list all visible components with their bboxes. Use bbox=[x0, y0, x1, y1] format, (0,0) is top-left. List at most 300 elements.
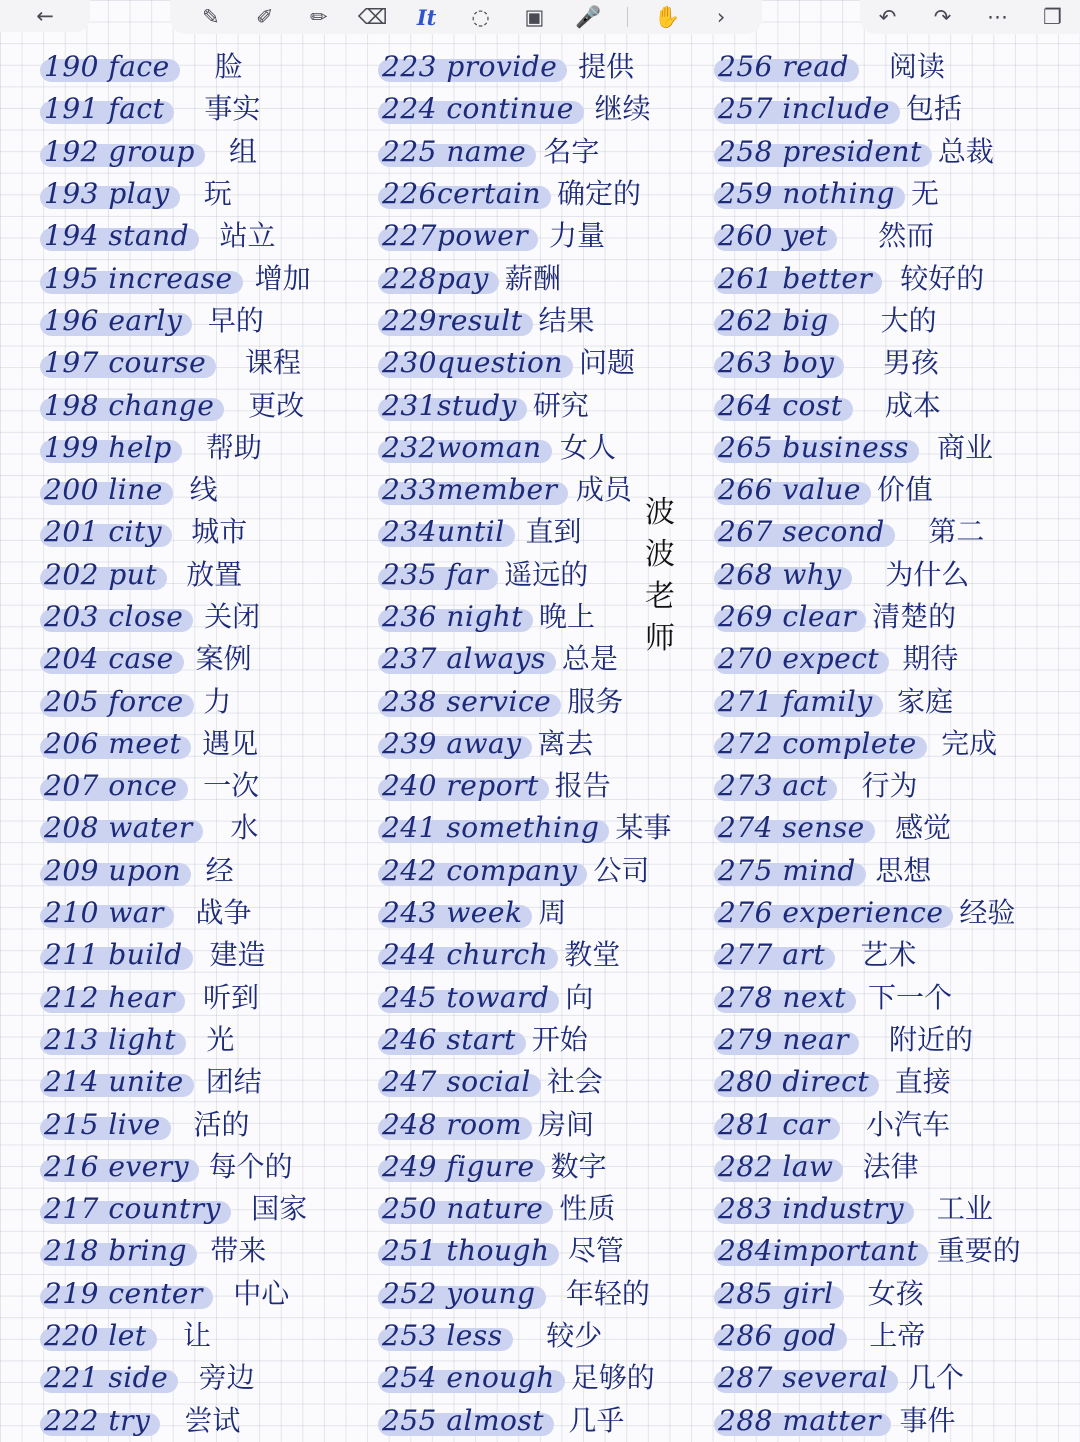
chinese-translation: 完成 bbox=[941, 726, 998, 760]
english-word: 202 put bbox=[40, 558, 167, 592]
chinese-translation: 确定的 bbox=[557, 177, 642, 211]
vocab-entry bbox=[378, 723, 671, 765]
english-word: 222 try bbox=[40, 1404, 160, 1438]
vocab-entry bbox=[40, 1146, 311, 1188]
vocab-entry bbox=[378, 850, 671, 892]
vocab-entry bbox=[714, 1230, 1021, 1272]
chinese-translation: 下一个 bbox=[868, 980, 953, 1014]
vocab-entry bbox=[378, 469, 671, 511]
vocab-entry bbox=[714, 469, 1021, 511]
vocab-entry bbox=[714, 300, 1021, 342]
english-word: 269 clear bbox=[714, 600, 866, 634]
english-word: 193 play bbox=[40, 177, 180, 211]
english-word: 223 provide bbox=[378, 50, 567, 84]
vocab-entry bbox=[714, 342, 1021, 384]
english-word: 260 yet bbox=[714, 219, 837, 253]
vocab-entry bbox=[378, 1146, 671, 1188]
teacher-signature bbox=[643, 495, 677, 657]
english-word: 228pay bbox=[378, 262, 499, 296]
english-word: 232woman bbox=[378, 431, 552, 465]
vocab-entry bbox=[714, 596, 1021, 638]
vocab-entry bbox=[714, 511, 1021, 553]
chinese-translation: 工业 bbox=[936, 1192, 993, 1226]
vocab-entry bbox=[40, 977, 311, 1019]
english-word: 235 far bbox=[378, 558, 498, 592]
english-word: 277 art bbox=[714, 938, 835, 972]
chinese-translation: 遥远的 bbox=[504, 557, 589, 591]
highlighter-icon[interactable]: ✏ bbox=[309, 4, 328, 29]
english-word: 198 change bbox=[40, 389, 224, 423]
english-word: 191 fact bbox=[40, 92, 174, 126]
vocab-entry bbox=[40, 807, 311, 849]
chinese-translation: 年轻的 bbox=[565, 1276, 650, 1310]
vocab-entry bbox=[378, 934, 671, 976]
vocab-entry bbox=[714, 427, 1021, 469]
vocab-entry bbox=[714, 850, 1021, 892]
english-word: 268 why bbox=[714, 558, 852, 592]
chinese-translation: 战争 bbox=[195, 896, 252, 930]
english-word: 192 group bbox=[40, 135, 205, 169]
vocab-entry bbox=[40, 723, 311, 765]
vocab-entry bbox=[714, 215, 1021, 257]
pencil-icon[interactable]: ✐ bbox=[256, 4, 274, 29]
chinese-translation: 附近的 bbox=[889, 1022, 974, 1056]
chinese-translation: 阅读 bbox=[888, 50, 945, 84]
chinese-translation: 让 bbox=[183, 1319, 212, 1353]
vocab-entry bbox=[40, 596, 311, 638]
vocab-entry bbox=[40, 1188, 311, 1230]
vocab-entry bbox=[40, 680, 311, 722]
vocab-entry bbox=[40, 1315, 311, 1357]
english-word: 286 god bbox=[714, 1319, 847, 1353]
english-word: 226certain bbox=[378, 177, 551, 211]
chinese-translation: 为什么 bbox=[885, 557, 970, 591]
english-word: 207 once bbox=[40, 769, 188, 803]
vocab-entry bbox=[40, 1103, 311, 1145]
vocab-entry bbox=[40, 1061, 311, 1103]
chinese-translation: 名字 bbox=[543, 134, 600, 168]
signature-character: 师 bbox=[645, 621, 675, 656]
vocab-entry bbox=[40, 1357, 311, 1399]
english-word: 265 business bbox=[714, 431, 919, 465]
english-word: 239 away bbox=[378, 727, 532, 761]
chinese-translation: 玩 bbox=[203, 177, 232, 211]
english-word: 225 name bbox=[378, 135, 536, 169]
english-word: 273 act bbox=[714, 769, 837, 803]
chinese-translation: 女孩 bbox=[867, 1276, 924, 1310]
english-word: 218 bring bbox=[40, 1234, 197, 1268]
vocab-column-2 bbox=[378, 46, 671, 1442]
chinese-translation: 房间 bbox=[538, 1107, 595, 1141]
english-word: 250 nature bbox=[378, 1192, 553, 1226]
vocab-entry bbox=[378, 596, 671, 638]
english-word: 230question bbox=[378, 346, 573, 380]
chinese-translation: 问题 bbox=[578, 346, 635, 380]
chinese-translation: 价值 bbox=[876, 473, 933, 507]
english-word: 258 president bbox=[714, 135, 932, 169]
chinese-translation: 包括 bbox=[906, 92, 963, 126]
vocab-entry bbox=[714, 934, 1021, 976]
vocab-entry bbox=[714, 1315, 1021, 1357]
english-word: 204 case bbox=[40, 642, 184, 676]
chinese-translation: 艺术 bbox=[860, 938, 917, 972]
chinese-translation: 法律 bbox=[862, 1149, 919, 1183]
english-word: 201 city bbox=[40, 515, 172, 549]
hand-icon[interactable]: ✋ bbox=[654, 4, 681, 29]
chinese-translation: 开始 bbox=[531, 1022, 588, 1056]
english-word: 275 mind bbox=[714, 854, 866, 888]
vocab-entry bbox=[40, 892, 311, 934]
vocab-entry bbox=[40, 384, 311, 426]
chinese-translation: 重要的 bbox=[936, 1234, 1021, 1268]
undo-icon[interactable]: ↶ bbox=[878, 4, 897, 29]
vocab-entry bbox=[714, 173, 1021, 215]
vocab-column-1 bbox=[40, 46, 311, 1442]
vocab-entry bbox=[378, 1230, 671, 1272]
vocab-entry bbox=[378, 88, 671, 130]
english-word: 196 early bbox=[40, 304, 192, 338]
english-word: 224 continue bbox=[378, 92, 584, 126]
english-word: 208 water bbox=[40, 811, 203, 845]
english-word: 217 country bbox=[40, 1192, 231, 1226]
english-word: 199 help bbox=[40, 431, 182, 465]
english-word: 240 report bbox=[378, 769, 549, 803]
chinese-translation: 结果 bbox=[538, 303, 595, 337]
vocab-entry bbox=[378, 1273, 671, 1315]
english-word: 227power bbox=[378, 219, 538, 253]
vocab-entry bbox=[40, 131, 311, 173]
english-word: 242 company bbox=[378, 854, 587, 888]
english-word: 248 room bbox=[378, 1108, 532, 1142]
chinese-translation: 力 bbox=[203, 684, 232, 718]
english-word: 243 week bbox=[378, 896, 532, 930]
vocab-entry bbox=[378, 1019, 671, 1061]
back-arrow-icon[interactable]: ← bbox=[36, 3, 54, 28]
chinese-translation: 直到 bbox=[525, 515, 582, 549]
english-word: 281 car bbox=[714, 1108, 840, 1142]
vocab-entry bbox=[378, 680, 671, 722]
vocab-entry bbox=[714, 1103, 1021, 1145]
vocab-entry bbox=[40, 638, 311, 680]
english-word: 284important bbox=[714, 1234, 928, 1268]
vocab-entry bbox=[378, 1103, 671, 1145]
chinese-translation: 几乎 bbox=[568, 1403, 625, 1437]
chinese-translation: 感觉 bbox=[895, 811, 952, 845]
signature-character: 老 bbox=[645, 579, 675, 614]
pen-icon[interactable]: ✎ bbox=[202, 4, 220, 29]
vocab-entry bbox=[40, 46, 311, 88]
english-word: 263 boy bbox=[714, 346, 844, 380]
chinese-translation: 提供 bbox=[578, 50, 635, 84]
english-word: 246 start bbox=[378, 1023, 526, 1057]
english-word: 214 unite bbox=[40, 1065, 194, 1099]
vocab-entry bbox=[40, 173, 311, 215]
toolbar-separator bbox=[627, 7, 628, 27]
english-word: 274 sense bbox=[714, 811, 875, 845]
vocab-entry bbox=[40, 215, 311, 257]
english-word: 216 every bbox=[40, 1150, 199, 1184]
vocab-entry bbox=[378, 342, 671, 384]
chinese-translation: 行为 bbox=[861, 769, 918, 803]
vocab-entry bbox=[40, 511, 311, 553]
vocab-entry bbox=[378, 427, 671, 469]
vocab-entry bbox=[40, 88, 311, 130]
chinese-translation: 每个的 bbox=[208, 1149, 293, 1183]
english-word: 241 something bbox=[378, 811, 609, 845]
vocab-entry bbox=[378, 892, 671, 934]
chinese-translation: 小汽车 bbox=[866, 1107, 951, 1141]
vocab-entry bbox=[40, 934, 311, 976]
english-word: 287 several bbox=[714, 1361, 898, 1395]
chinese-translation: 旁边 bbox=[198, 1361, 255, 1395]
english-word: 251 though bbox=[378, 1234, 559, 1268]
vocab-entry bbox=[378, 384, 671, 426]
chinese-translation: 成员 bbox=[575, 473, 632, 507]
vocab-entry bbox=[714, 257, 1021, 299]
chinese-translation: 继续 bbox=[594, 92, 651, 126]
vocab-entry bbox=[378, 257, 671, 299]
vocab-entry bbox=[378, 1357, 671, 1399]
vocab-entry bbox=[40, 300, 311, 342]
vocab-entry bbox=[714, 892, 1021, 934]
vocab-entry bbox=[40, 1230, 311, 1272]
chinese-translation: 几个 bbox=[907, 1361, 964, 1395]
chinese-translation: 尽管 bbox=[567, 1234, 624, 1268]
english-word: 276 experience bbox=[714, 896, 953, 930]
chinese-translation: 帮助 bbox=[205, 430, 262, 464]
chinese-translation: 总裁 bbox=[937, 134, 994, 168]
chinese-translation: 活的 bbox=[193, 1107, 250, 1141]
chinese-translation: 大的 bbox=[880, 303, 937, 337]
english-word: 200 line bbox=[40, 473, 173, 507]
english-word: 236 night bbox=[378, 600, 533, 634]
chinese-translation: 放置 bbox=[186, 557, 243, 591]
vocab-entry bbox=[714, 1273, 1021, 1315]
chinese-translation: 商业 bbox=[936, 430, 993, 464]
chinese-translation: 然而 bbox=[878, 219, 935, 253]
chinese-translation: 社会 bbox=[546, 1065, 603, 1099]
vocab-entry bbox=[714, 1061, 1021, 1103]
chinese-translation: 上帝 bbox=[869, 1319, 926, 1353]
vocab-entry bbox=[378, 1061, 671, 1103]
vocab-entry bbox=[714, 638, 1021, 680]
english-word: 220 let bbox=[40, 1319, 157, 1353]
english-word: 221 side bbox=[40, 1361, 178, 1395]
english-word: 245 toward bbox=[378, 981, 559, 1015]
english-word: 244 church bbox=[378, 938, 558, 972]
vocab-entry bbox=[378, 215, 671, 257]
vocab-entry bbox=[714, 88, 1021, 130]
toolbar-right bbox=[860, 0, 1080, 34]
chinese-translation: 增加 bbox=[254, 261, 311, 295]
chevron-right-icon[interactable]: › bbox=[716, 4, 726, 29]
english-word: 267 second bbox=[714, 515, 895, 549]
chinese-translation: 尝试 bbox=[184, 1403, 241, 1437]
english-word: 254 enough bbox=[378, 1361, 565, 1395]
chinese-translation: 事实 bbox=[204, 92, 261, 126]
vocab-entry bbox=[378, 1315, 671, 1357]
english-word: 229result bbox=[378, 304, 533, 338]
english-word: 203 close bbox=[40, 600, 193, 634]
vocab-entry bbox=[378, 638, 671, 680]
chinese-translation: 公司 bbox=[593, 853, 650, 887]
chinese-translation: 期待 bbox=[902, 642, 959, 676]
vocab-entry bbox=[714, 554, 1021, 596]
vocab-entry bbox=[714, 807, 1021, 849]
vocab-entry bbox=[378, 511, 671, 553]
signature-character: 波 bbox=[645, 537, 675, 572]
english-word: 190 face bbox=[40, 50, 180, 84]
signature-character: 波 bbox=[645, 495, 675, 530]
lasso-icon[interactable]: ◌ bbox=[471, 4, 490, 29]
english-word: 261 better bbox=[714, 262, 882, 296]
vocab-entry bbox=[378, 173, 671, 215]
english-word: 213 light bbox=[40, 1023, 186, 1057]
vocab-entry bbox=[378, 300, 671, 342]
vocab-entry bbox=[40, 1273, 311, 1315]
chinese-translation: 无 bbox=[910, 177, 939, 211]
image-icon[interactable]: ▣ bbox=[524, 4, 545, 29]
eraser-icon[interactable]: ⌫ bbox=[357, 4, 388, 29]
chinese-translation: 水 bbox=[230, 811, 259, 845]
english-word: 285 girl bbox=[714, 1277, 844, 1311]
english-word: 255 almost bbox=[378, 1404, 554, 1438]
english-word: 270 expect bbox=[714, 642, 889, 676]
english-word: 212 hear bbox=[40, 981, 185, 1015]
vocab-entry bbox=[714, 1188, 1021, 1230]
vocab-entry bbox=[40, 342, 311, 384]
chinese-translation: 数字 bbox=[550, 1149, 607, 1183]
vocab-entry bbox=[40, 469, 311, 511]
chinese-translation: 较少 bbox=[546, 1319, 603, 1353]
chinese-translation: 中心 bbox=[233, 1276, 290, 1310]
microphone-icon[interactable]: 🎤 bbox=[575, 4, 602, 29]
english-word: 195 increase bbox=[40, 262, 243, 296]
chinese-translation: 总是 bbox=[561, 642, 618, 676]
chinese-translation: 清楚的 bbox=[872, 600, 957, 633]
english-word: 209 upon bbox=[40, 854, 191, 888]
vocab-column-3 bbox=[714, 46, 1021, 1442]
vocab-entry bbox=[714, 1400, 1021, 1442]
chinese-translation: 光 bbox=[206, 1022, 235, 1056]
english-word: 215 live bbox=[40, 1108, 171, 1142]
chinese-translation: 某事 bbox=[615, 811, 672, 845]
chinese-translation: 教堂 bbox=[564, 938, 621, 972]
chinese-translation: 力量 bbox=[548, 219, 605, 253]
text-tool-icon[interactable]: It bbox=[416, 4, 437, 30]
chinese-translation: 站立 bbox=[219, 219, 276, 253]
chinese-translation: 城市 bbox=[191, 515, 248, 549]
english-word: 252 young bbox=[378, 1277, 546, 1311]
english-word: 257 include bbox=[714, 92, 900, 126]
chinese-translation: 带来 bbox=[210, 1234, 267, 1268]
chinese-translation: 建造 bbox=[209, 938, 266, 972]
vocab-entry bbox=[378, 1400, 671, 1442]
vocab-entry bbox=[40, 257, 311, 299]
chinese-translation: 足够的 bbox=[570, 1361, 655, 1395]
chinese-translation: 组 bbox=[228, 134, 257, 168]
vocab-entry bbox=[714, 765, 1021, 807]
vocab-entry bbox=[378, 1188, 671, 1230]
english-word: 288 matter bbox=[714, 1404, 891, 1438]
chinese-translation: 向 bbox=[565, 980, 594, 1014]
english-word: 259 nothing bbox=[714, 177, 905, 211]
english-word: 197 course bbox=[40, 346, 216, 380]
english-word: 253 less bbox=[378, 1319, 513, 1353]
english-word: 271 family bbox=[714, 685, 883, 719]
chinese-translation: 脸 bbox=[214, 50, 243, 84]
english-word: 233member bbox=[378, 473, 568, 507]
english-word: 280 direct bbox=[714, 1065, 879, 1099]
chinese-translation: 早的 bbox=[207, 303, 264, 337]
vocab-entry bbox=[714, 723, 1021, 765]
chinese-translation: 团结 bbox=[205, 1065, 262, 1099]
chinese-translation: 思想 bbox=[875, 853, 932, 887]
english-word: 249 figure bbox=[378, 1150, 545, 1184]
chinese-translation: 报告 bbox=[554, 769, 611, 803]
chinese-translation: 第二 bbox=[928, 515, 985, 549]
chinese-translation: 经 bbox=[205, 853, 234, 887]
chinese-translation: 周 bbox=[538, 896, 567, 930]
chinese-translation: 研究 bbox=[532, 388, 589, 422]
english-word: 210 war bbox=[40, 896, 174, 930]
english-word: 238 service bbox=[378, 685, 561, 719]
vocab-entry bbox=[714, 384, 1021, 426]
vocab-entry bbox=[40, 850, 311, 892]
english-word: 279 near bbox=[714, 1023, 859, 1057]
vocab-entry bbox=[40, 1019, 311, 1061]
english-word: 205 force bbox=[40, 685, 194, 719]
vocab-entry bbox=[378, 554, 671, 596]
vocab-entry bbox=[40, 554, 311, 596]
chinese-translation: 案例 bbox=[195, 642, 252, 676]
english-word: 231study bbox=[378, 389, 527, 423]
english-word: 219 center bbox=[40, 1277, 213, 1311]
english-word: 234until bbox=[378, 515, 515, 549]
english-word: 211 build bbox=[40, 938, 193, 972]
vocab-entry bbox=[714, 1019, 1021, 1061]
chinese-translation: 薪酬 bbox=[504, 261, 561, 295]
vocab-entry bbox=[40, 427, 311, 469]
redo-icon[interactable]: ↷ bbox=[933, 4, 952, 29]
chinese-translation: 男孩 bbox=[882, 346, 939, 380]
vocab-entry bbox=[378, 765, 671, 807]
chinese-translation: 国家 bbox=[251, 1192, 308, 1226]
vocab-entry bbox=[714, 977, 1021, 1019]
more-icon[interactable]: ⋯ bbox=[987, 4, 1008, 29]
toolbar-left bbox=[0, 0, 90, 32]
english-word: 206 meet bbox=[40, 727, 191, 761]
drawing-toolbar bbox=[170, 0, 762, 34]
vocab-entry bbox=[714, 680, 1021, 722]
chinese-translation: 更改 bbox=[248, 388, 305, 422]
pages-icon[interactable]: ❐ bbox=[1043, 4, 1062, 29]
english-word: 194 stand bbox=[40, 219, 199, 253]
english-word: 272 complete bbox=[714, 727, 927, 761]
chinese-translation: 服务 bbox=[567, 684, 624, 718]
chinese-translation: 女人 bbox=[559, 430, 616, 464]
vocab-entry bbox=[40, 765, 311, 807]
chinese-translation: 较好的 bbox=[900, 261, 985, 295]
english-word: 256 read bbox=[714, 50, 859, 84]
chinese-translation: 线 bbox=[189, 473, 218, 507]
english-word: 264 cost bbox=[714, 389, 853, 423]
vocab-entry bbox=[378, 977, 671, 1019]
chinese-translation: 关闭 bbox=[204, 600, 261, 633]
english-word: 266 value bbox=[714, 473, 871, 507]
vocab-entry bbox=[714, 1146, 1021, 1188]
english-word: 283 industry bbox=[714, 1192, 914, 1226]
